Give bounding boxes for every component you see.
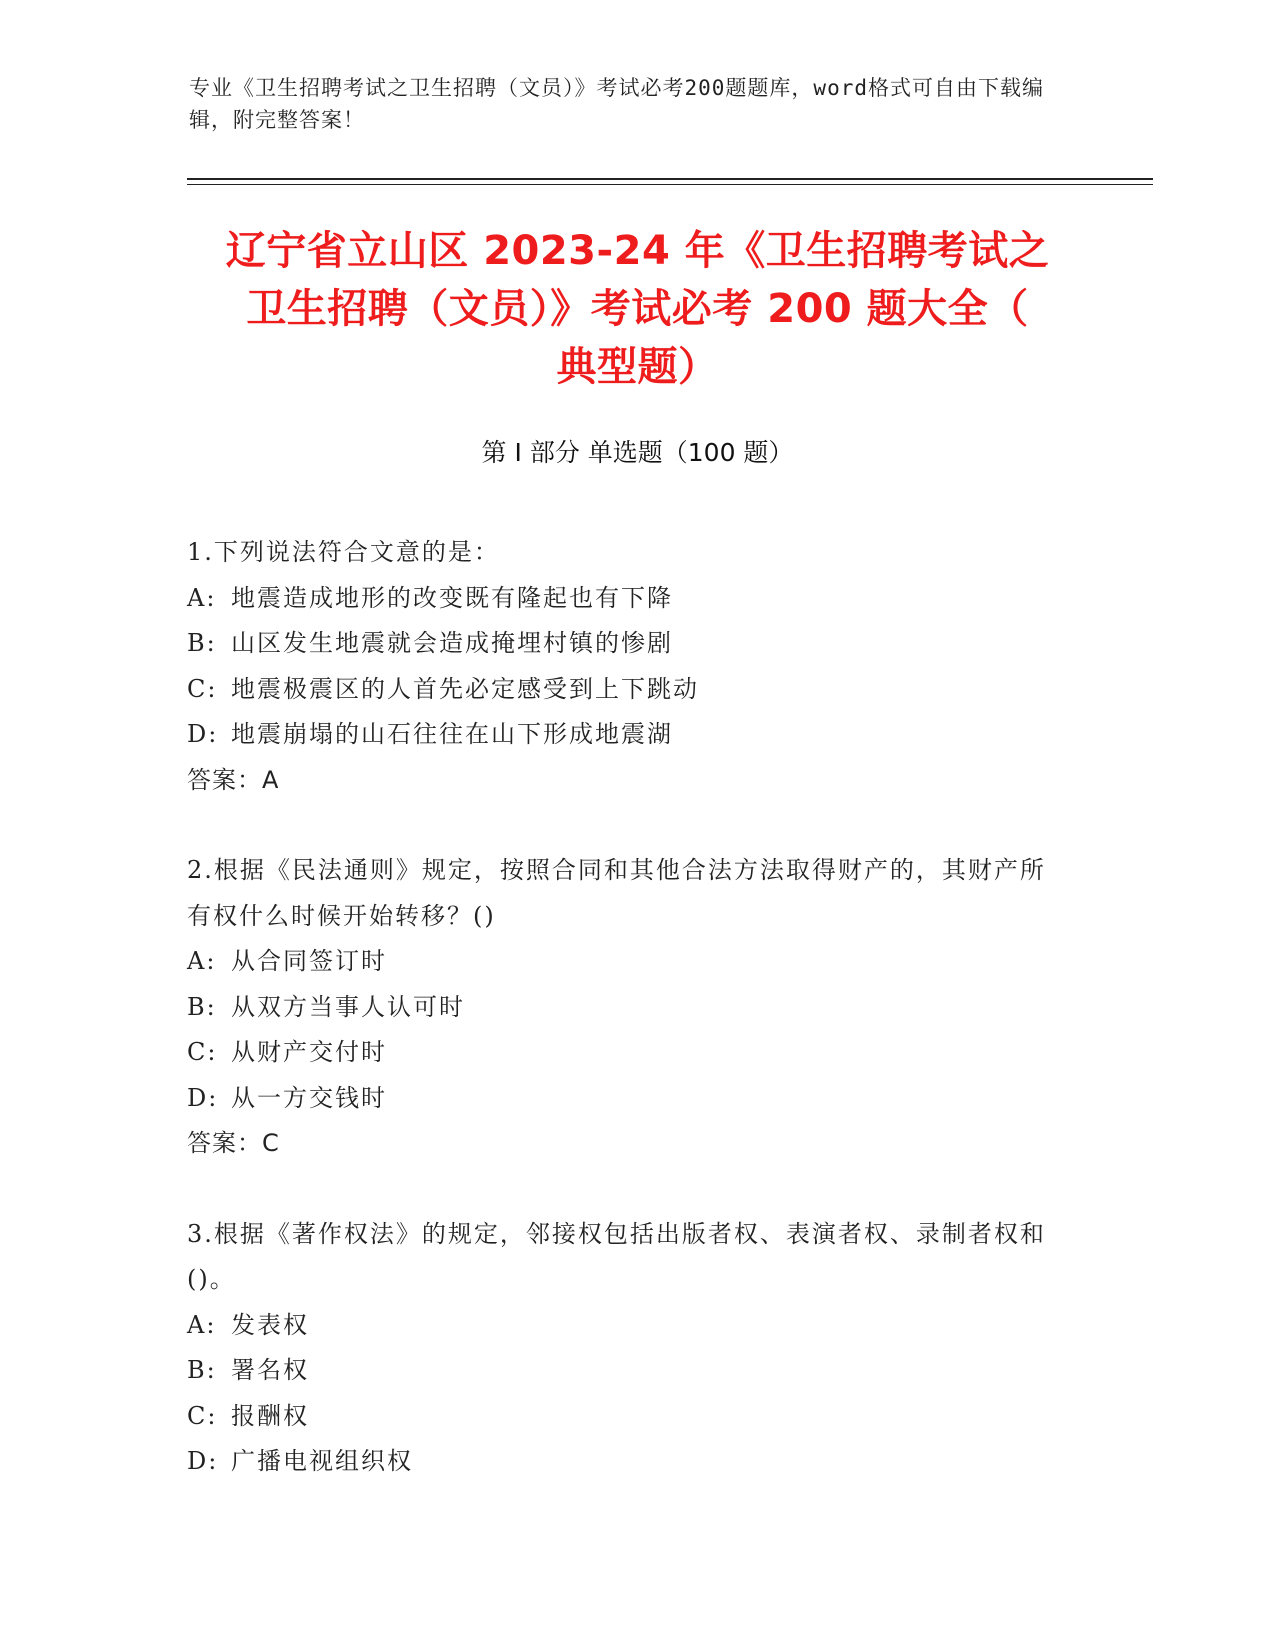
option-letter: C: xyxy=(187,1401,218,1430)
header-divider-thick xyxy=(187,178,1153,180)
option-text: 地震崩塌的山石往往在山下形成地震湖 xyxy=(231,720,673,748)
option-text: 山区发生地震就会造成掩埋村镇的惨剧 xyxy=(231,629,673,657)
option-letter: B: xyxy=(187,992,217,1021)
header-divider-thin xyxy=(187,184,1153,185)
document-title-line-2: 卫生招聘（文员）》考试必考 200 题大全（ xyxy=(246,286,1029,332)
option-letter: A: xyxy=(187,1310,217,1339)
option-letter: D: xyxy=(187,1447,219,1475)
option-letter: C: xyxy=(187,1038,218,1066)
option-text: 署名权 xyxy=(231,1356,309,1384)
question-stem: 2.根据《民法通则》规定，按照合同和其他合法方法取得财产的，其财产所有权什么时候开始转移？() xyxy=(187,856,1046,930)
option-text: 发表权 xyxy=(231,1310,309,1339)
option-a xyxy=(187,576,1067,622)
document-title-line-1: 辽宁省立山区 2023-24 年《卫生招聘考试之 xyxy=(225,228,1050,274)
question-item xyxy=(187,848,1067,1167)
option-text: 从一方交钱时 xyxy=(231,1083,387,1112)
option-c xyxy=(187,1394,1067,1440)
option-text: 广播电视组织权 xyxy=(231,1447,413,1475)
question-item xyxy=(187,530,1067,803)
answer-line: 答案：A xyxy=(187,765,280,794)
option-c xyxy=(187,667,1067,713)
option-a xyxy=(187,939,1067,985)
question-stem: 3.根据《著作权法》的规定，邻接权包括出版者权、表演者权、录制者权和()。 xyxy=(187,1219,1046,1293)
document-title xyxy=(150,222,1125,396)
option-d xyxy=(187,712,1067,758)
question-stem: 1.下列说法符合文意的是： xyxy=(187,538,500,566)
option-text: 从财产交付时 xyxy=(231,1038,387,1066)
document-title-line-3: 典型题） xyxy=(556,344,719,390)
question-list xyxy=(187,530,1067,1530)
answer-line: 答案：C xyxy=(187,1129,280,1157)
option-d xyxy=(187,1439,1067,1485)
option-text: 从合同签订时 xyxy=(231,947,387,975)
option-letter: C: xyxy=(187,674,218,703)
option-a xyxy=(187,1303,1067,1349)
option-b xyxy=(187,621,1067,667)
option-letter: B: xyxy=(187,629,217,657)
option-text: 地震极震区的人首先必定感受到上下跳动 xyxy=(231,674,699,703)
option-c xyxy=(187,1030,1067,1076)
option-letter: D: xyxy=(187,1083,219,1112)
option-b xyxy=(187,1348,1067,1394)
option-text: 从双方当事人认可时 xyxy=(231,992,465,1021)
option-text: 地震造成地形的改变既有隆起也有下降 xyxy=(231,583,673,612)
option-d xyxy=(187,1076,1067,1122)
option-letter: D: xyxy=(187,720,219,748)
question-item xyxy=(187,1212,1067,1485)
option-b xyxy=(187,985,1067,1031)
section-title: 第 I 部分 单选题（100 题） xyxy=(481,438,794,467)
header-intro-text: 专业《卫生招聘考试之卫生招聘（文员）》考试必考200题题库，word格式可自由下载编辑，附完整答案！ xyxy=(189,76,1044,132)
option-letter: A: xyxy=(187,947,217,975)
option-letter: B: xyxy=(187,1356,217,1384)
option-letter: A: xyxy=(187,583,217,612)
option-text: 报酬权 xyxy=(231,1401,309,1430)
